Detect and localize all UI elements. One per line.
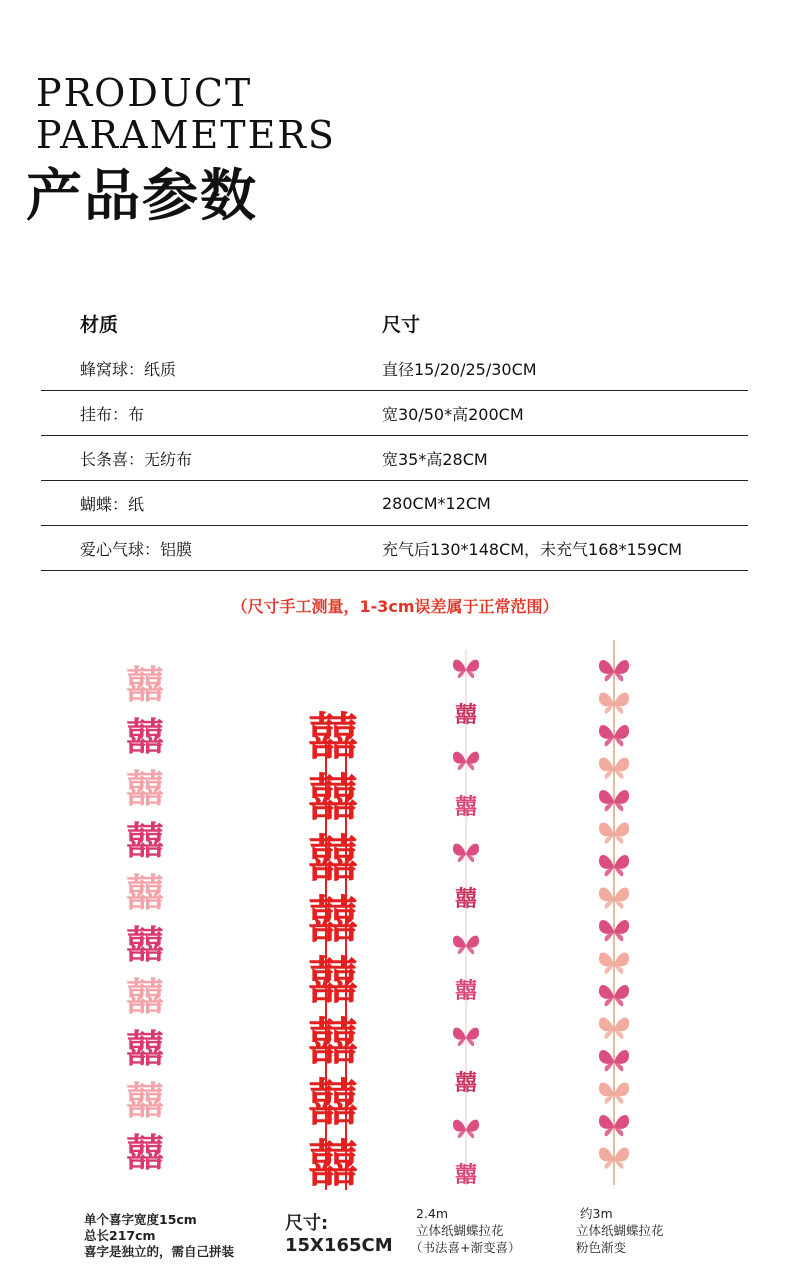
p3-caption-title: 立体纸蝴蝶拉花 bbox=[416, 1223, 504, 1238]
p2-size-value: 15X165CM bbox=[285, 1235, 393, 1256]
p1-caption-length: 总长217cm bbox=[84, 1228, 156, 1243]
xi-glyph: 囍 bbox=[455, 978, 478, 1004]
xi-glyph: 囍 bbox=[126, 1026, 165, 1071]
size-cell: 宽35*高28CM bbox=[382, 449, 488, 469]
xi-glyph: 囍 bbox=[126, 766, 165, 811]
heading-en-line1: PRODUCT bbox=[36, 71, 253, 115]
p3-caption-variant: （书法喜+渐变喜） bbox=[410, 1240, 521, 1255]
size-cell: 充气后130*148CM，未充气168*159CM bbox=[382, 539, 683, 559]
xi-glyph: 囍 bbox=[455, 886, 478, 912]
material-header: 材质 bbox=[80, 313, 119, 336]
xi-glyph: 囍 bbox=[126, 1078, 165, 1123]
p1-caption-width: 单个喜字宽度15cm bbox=[84, 1212, 197, 1227]
p4-caption-title: 立体纸蝴蝶拉花 bbox=[576, 1223, 664, 1238]
xi-glyph: 囍 bbox=[126, 714, 165, 759]
xi-glyph: 囍 bbox=[308, 1073, 358, 1132]
p4-caption-length: 约3m bbox=[580, 1206, 613, 1221]
xi-glyph: 囍 bbox=[308, 1012, 358, 1071]
xi-glyph: 囍 bbox=[308, 768, 358, 827]
heading-cn: 产品参数 bbox=[26, 163, 258, 229]
xi-glyph: 囍 bbox=[308, 707, 358, 766]
heading-en-line2: PARAMETERS bbox=[36, 113, 336, 157]
xi-glyph: 囍 bbox=[308, 890, 358, 949]
p1-caption-assembly: 喜字是独立的，需自己拼装 bbox=[84, 1244, 235, 1259]
size-cell: 280CM*12CM bbox=[382, 493, 491, 513]
xi-glyph: 囍 bbox=[126, 818, 165, 863]
xi-glyph: 囍 bbox=[455, 1162, 478, 1188]
xi-glyph: 囍 bbox=[455, 794, 478, 820]
xi-glyph: 囍 bbox=[126, 1130, 165, 1175]
xi-glyph: 囍 bbox=[308, 1134, 358, 1193]
size-cell: 宽30/50*高200CM bbox=[382, 404, 524, 424]
measurement-note: （尺寸手工测量，1-3cm误差属于正常范围） bbox=[231, 597, 559, 616]
size-header: 尺寸 bbox=[382, 313, 421, 336]
xi-glyph: 囍 bbox=[126, 922, 165, 967]
material-cell: 蝴蝶：纸 bbox=[80, 494, 145, 514]
xi-glyph: 囍 bbox=[455, 702, 478, 728]
xi-glyph: 囍 bbox=[455, 1070, 478, 1096]
material-cell: 长条喜：无纺布 bbox=[80, 449, 193, 469]
material-cell: 蜂窝球：纸质 bbox=[80, 359, 177, 379]
p2-size-label: 尺寸: bbox=[285, 1213, 329, 1234]
p4-caption-variant: 粉色渐变 bbox=[576, 1240, 627, 1255]
xi-glyph: 囍 bbox=[308, 951, 358, 1010]
xi-glyph: 囍 bbox=[126, 974, 165, 1019]
material-cell: 挂布：布 bbox=[80, 404, 145, 424]
size-cell: 直径15/20/25/30CM bbox=[382, 359, 537, 379]
xi-glyph: 囍 bbox=[126, 870, 165, 915]
p3-caption-length: 2.4m bbox=[416, 1206, 449, 1221]
material-cell: 爱心气球：铝膜 bbox=[80, 539, 193, 559]
xi-glyph: 囍 bbox=[308, 829, 358, 888]
xi-glyph: 囍 bbox=[126, 662, 165, 707]
